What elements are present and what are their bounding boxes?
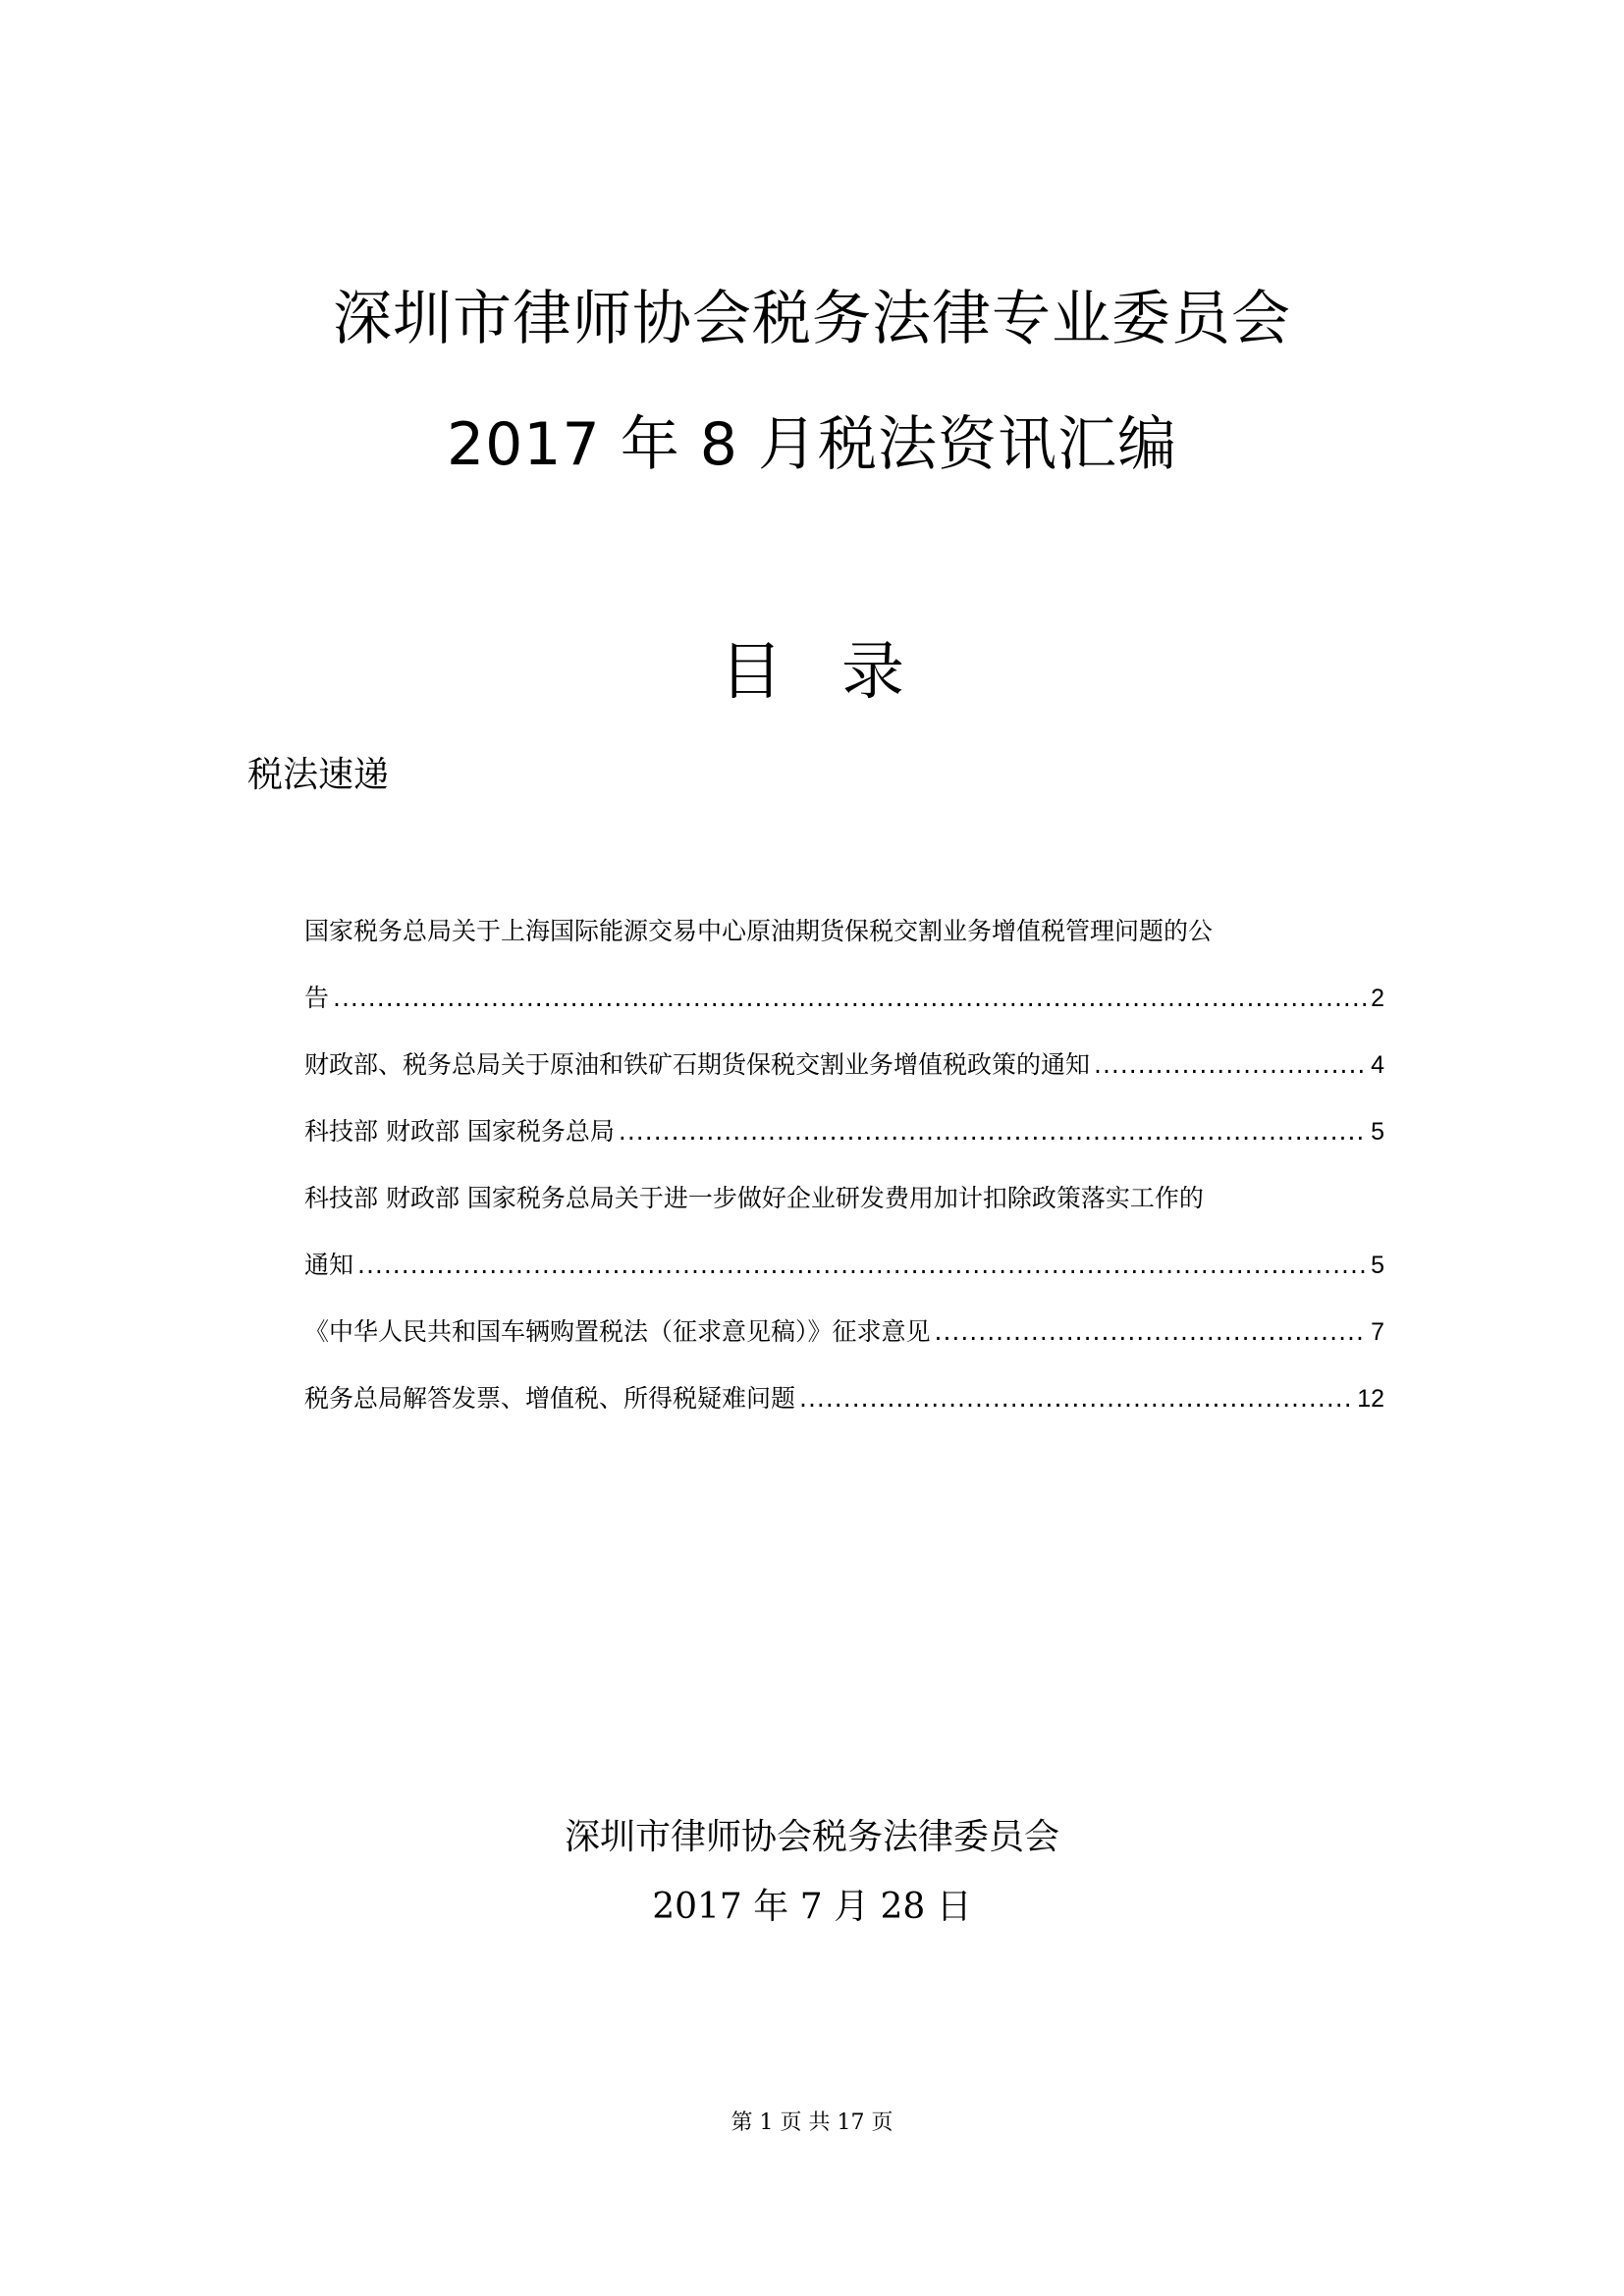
page-number-footer: 第 1 页 共 17 页 [731, 2110, 893, 2135]
toc-entry-title[interactable]: 科技部 财政部 国家税务总局关于进一步做好企业研发费用加计扣除政策落实工作的 [304, 1184, 1204, 1212]
toc-entry-title[interactable]: 税务总局解答发票、增值税、所得税疑难问题 [304, 1384, 796, 1413]
toc-entry[interactable] [304, 1098, 1384, 1165]
toc-entry-page[interactable]: 5 [1371, 1118, 1384, 1146]
toc-list [304, 898, 1384, 1432]
toc-entry-page[interactable]: 2 [1371, 985, 1384, 1012]
toc-leader-dots [935, 1299, 1368, 1365]
toc-entry-page[interactable]: 7 [1371, 1318, 1384, 1346]
toc-entry-continuation[interactable]: 通知 [304, 1251, 354, 1279]
toc-entry-title[interactable]: 财政部、税务总局关于原油和铁矿石期货保税交割业务增值税政策的通知 [304, 1050, 1091, 1079]
toc-entry-title[interactable]: 科技部 财政部 国家税务总局 [304, 1117, 615, 1146]
toc-entry[interactable] [304, 1299, 1384, 1365]
toc-entry-page[interactable]: 5 [1371, 1252, 1384, 1279]
toc-entry-page[interactable]: 12 [1357, 1385, 1384, 1413]
issue-date: 2017 年 7 月 28 日 [652, 1887, 972, 1927]
toc-entry-continuation[interactable]: 告 [304, 984, 330, 1012]
toc-leader-dots [1094, 1032, 1367, 1098]
toc-entry-page[interactable]: 4 [1371, 1051, 1384, 1079]
toc-entry[interactable] [304, 1365, 1384, 1432]
document-title-line-2: 2017 年 8 月税法资讯汇编 [446, 410, 1178, 479]
issuer-name: 深圳市律师协会税务法律委员会 [564, 1817, 1059, 1857]
document-title-line-1: 深圳市律师协会税务法律专业委员会 [333, 285, 1291, 353]
toc-entry-title[interactable]: 国家税务总局关于上海国际能源交易中心原油期货保税交割业务增值税管理问题的公 [304, 917, 1214, 945]
toc-leader-dots [619, 1098, 1367, 1165]
toc-entry-title[interactable]: 《中华人民共和国车辆购置税法（征求意见稿）》征求意见 [304, 1317, 931, 1346]
toc-entry[interactable] [304, 898, 1384, 1032]
toc-heading: 目录 [720, 636, 963, 709]
toc-leader-dots [799, 1365, 1353, 1432]
section-heading: 税法速递 [247, 755, 390, 795]
toc-entry[interactable] [304, 1032, 1384, 1098]
toc-leader-dots [357, 1232, 1367, 1299]
toc-entry[interactable] [304, 1165, 1384, 1299]
toc-leader-dots [333, 965, 1367, 1032]
